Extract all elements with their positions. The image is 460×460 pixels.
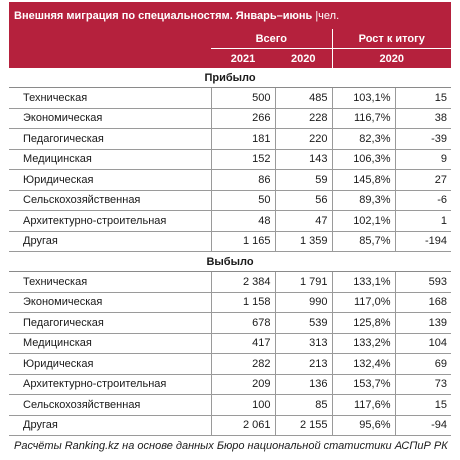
growth-percent: 132,4% [332, 354, 395, 375]
table-row [9, 292, 451, 313]
row-label: Другая [9, 231, 211, 252]
section-header-row [9, 68, 451, 88]
table-row [9, 354, 451, 375]
row-label: Архитектурно-строительная [9, 211, 211, 232]
row-label: Юридическая [9, 170, 211, 191]
table-row [9, 231, 451, 252]
value-2021: 152 [211, 149, 275, 170]
growth-difference: 27 [395, 170, 451, 191]
value-2020: 228 [275, 108, 332, 129]
value-2020: 485 [275, 88, 332, 109]
table-row [9, 272, 451, 293]
source-note: Расчёты Ranking.kz на основе данных Бюро национальной статистики АСПиР РК [9, 436, 451, 457]
value-2020: 1 359 [275, 231, 332, 252]
growth-difference: 1 [395, 211, 451, 232]
value-2020: 539 [275, 313, 332, 334]
row-label: Архитектурно-строительная [9, 374, 211, 395]
value-2020: 313 [275, 333, 332, 354]
migration-table-panel [2, 2, 458, 458]
table-row [9, 149, 451, 170]
table-row [9, 108, 451, 129]
growth-difference: 9 [395, 149, 451, 170]
growth-difference: -194 [395, 231, 451, 252]
section-title: Прибыло [9, 68, 451, 88]
header-year-2021: 2021 [211, 49, 275, 69]
growth-percent: 103,1% [332, 88, 395, 109]
value-2021: 86 [211, 170, 275, 191]
table-body [9, 68, 451, 436]
growth-difference: 593 [395, 272, 451, 293]
row-label: Юридическая [9, 354, 211, 375]
value-2021: 678 [211, 313, 275, 334]
value-2021: 266 [211, 108, 275, 129]
growth-difference: -39 [395, 129, 451, 150]
row-label: Сельскохозяйственная [9, 190, 211, 211]
value-2021: 282 [211, 354, 275, 375]
table-row [9, 129, 451, 150]
value-2020: 85 [275, 395, 332, 416]
table-row [9, 211, 451, 232]
header-total: Всего [211, 29, 332, 49]
value-2021: 1 165 [211, 231, 275, 252]
value-2020: 136 [275, 374, 332, 395]
header-growth-year: 2020 [332, 49, 451, 69]
row-label: Другая [9, 415, 211, 436]
header-row-years [9, 49, 451, 69]
value-2021: 48 [211, 211, 275, 232]
row-label: Медицинская [9, 149, 211, 170]
growth-percent: 125,8% [332, 313, 395, 334]
row-label: Экономическая [9, 292, 211, 313]
value-2020: 990 [275, 292, 332, 313]
row-label: Педагогическая [9, 313, 211, 334]
title-text: Внешняя миграция по специальностям. Январь–июнь [14, 9, 313, 22]
header-year-2020: 2020 [275, 49, 332, 69]
value-2021: 417 [211, 333, 275, 354]
table-row [9, 395, 451, 416]
value-2020: 59 [275, 170, 332, 191]
value-2020: 1 791 [275, 272, 332, 293]
value-2020: 143 [275, 149, 332, 170]
table-row [9, 190, 451, 211]
value-2021: 50 [211, 190, 275, 211]
row-label: Сельскохозяйственная [9, 395, 211, 416]
growth-difference: -6 [395, 190, 451, 211]
value-2020: 213 [275, 354, 332, 375]
growth-difference: -94 [395, 415, 451, 436]
row-label: Техническая [9, 88, 211, 109]
growth-percent: 102,1% [332, 211, 395, 232]
value-2021: 2 061 [211, 415, 275, 436]
row-label: Экономическая [9, 108, 211, 129]
growth-difference: 168 [395, 292, 451, 313]
table-row [9, 374, 451, 395]
row-label: Медицинская [9, 333, 211, 354]
growth-difference: 69 [395, 354, 451, 375]
value-2021: 100 [211, 395, 275, 416]
header-empty-cell [9, 29, 211, 49]
section-title: Выбыло [9, 252, 451, 272]
value-2021: 181 [211, 129, 275, 150]
table-row [9, 415, 451, 436]
growth-difference: 15 [395, 395, 451, 416]
value-2021: 2 384 [211, 272, 275, 293]
growth-percent: 117,0% [332, 292, 395, 313]
unit-text: |чел. [315, 9, 340, 22]
growth-percent: 85,7% [332, 231, 395, 252]
value-2020: 2 155 [275, 415, 332, 436]
growth-difference: 104 [395, 333, 451, 354]
migration-table [9, 2, 451, 456]
growth-percent: 133,1% [332, 272, 395, 293]
table-row [9, 88, 451, 109]
growth-percent: 89,3% [332, 190, 395, 211]
growth-percent: 106,3% [332, 149, 395, 170]
growth-percent: 82,3% [332, 129, 395, 150]
value-2021: 500 [211, 88, 275, 109]
growth-percent: 133,2% [332, 333, 395, 354]
table-row [9, 333, 451, 354]
row-label: Техническая [9, 272, 211, 293]
growth-percent: 116,7% [332, 108, 395, 129]
growth-percent: 117,6% [332, 395, 395, 416]
table-row [9, 313, 451, 334]
growth-difference: 38 [395, 108, 451, 129]
growth-difference: 15 [395, 88, 451, 109]
value-2020: 220 [275, 129, 332, 150]
header-growth: Рост к итогу [332, 29, 451, 49]
footer-row [9, 436, 451, 457]
header-row-groups [9, 29, 451, 49]
growth-percent: 95,6% [332, 415, 395, 436]
growth-percent: 145,8% [332, 170, 395, 191]
value-2021: 1 158 [211, 292, 275, 313]
value-2021: 209 [211, 374, 275, 395]
header-empty-cell [9, 49, 211, 69]
value-2020: 47 [275, 211, 332, 232]
growth-difference: 139 [395, 313, 451, 334]
table-title [9, 2, 451, 29]
section-header-row [9, 252, 451, 272]
growth-percent: 153,7% [332, 374, 395, 395]
growth-difference: 73 [395, 374, 451, 395]
value-2020: 56 [275, 190, 332, 211]
table-row [9, 170, 451, 191]
row-label: Педагогическая [9, 129, 211, 150]
table-title-row [9, 2, 451, 29]
